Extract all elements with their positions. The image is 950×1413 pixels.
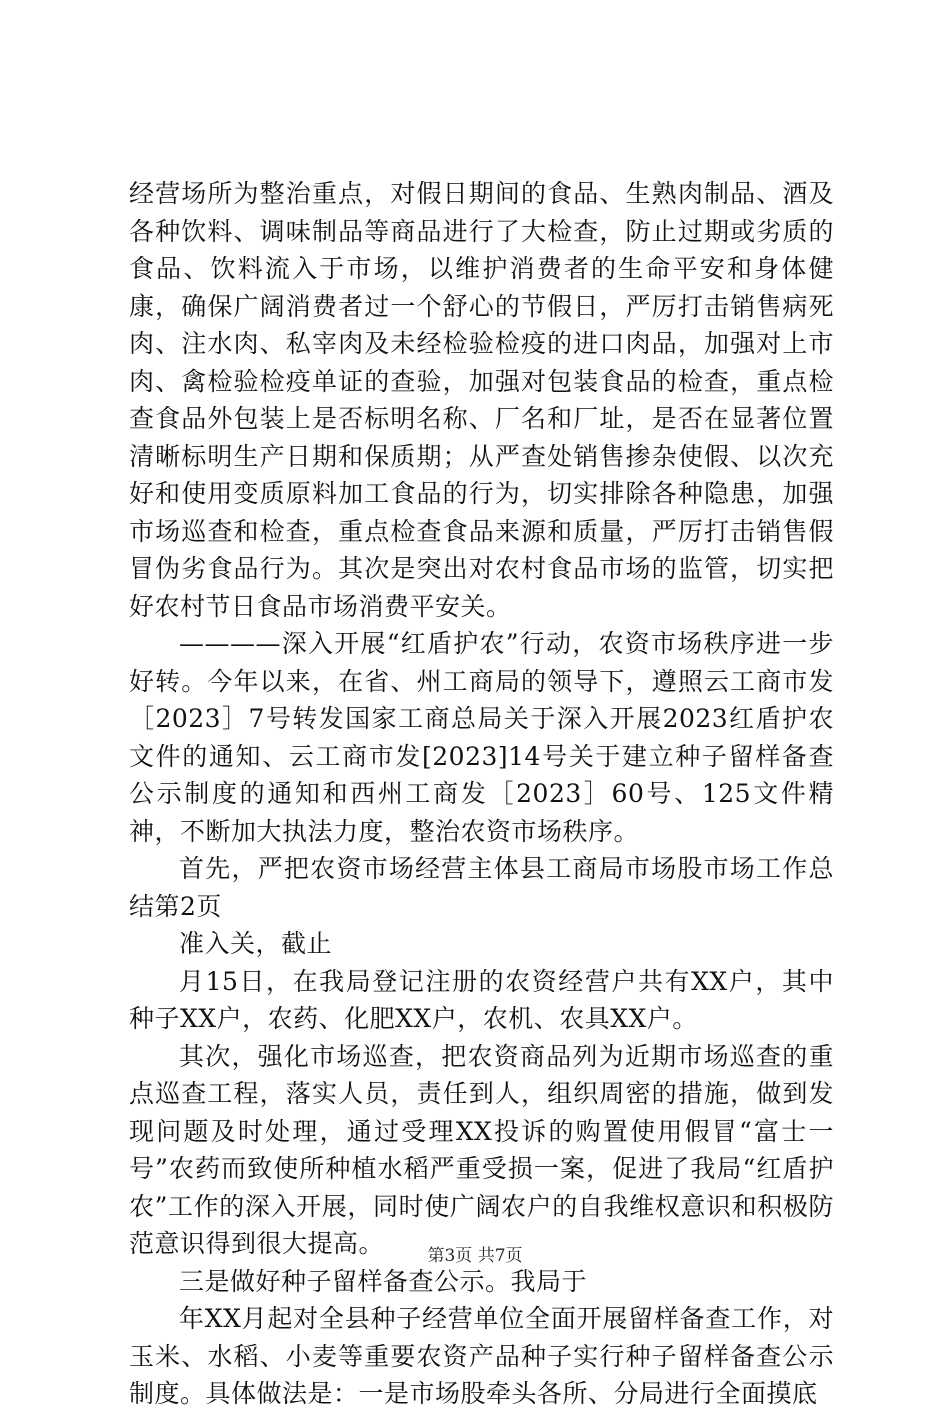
page-number-footer: 第3页 共7页 — [427, 1246, 523, 1266]
paragraph-8: 年XX月起对全县种子经营单位全面开展留样备查工作，对玉米、水稻、小麦等重要农资产品种子实行种子留样备查公示制度。具体做法是：一是市场股牵头各所、分局进行全面摸底 — [129, 1304, 834, 1408]
document-body — [129, 175, 834, 1413]
paragraph-2: ————深入开展“红盾护农”行动，农资市场秩序进一步好转。今年以来，在省、州工商局的领导下，遵照云工商市发［2023］7号转发国家工商总局关于深入开展2023红盾护农文件的通知、云工商市发[2023]14号关于建立种子留样备查公示制度的通知和西州工商发［2023］60号、125文件精神，不断加大执法力度，整治农资市场秩序。 — [129, 629, 834, 846]
paragraph-1: 经营场所为整治重点，对假日期间的食品、生熟肉制品、酒及各种饮料、调味制品等商品进行了大检查，防止过期或劣质的食品、饮料流入于市场，以维护消费者的生命平安和身体健康，确保广阔消费者过一个舒心的节假日，严厉打击销售病死肉、注水肉、私宰肉及未经检验检疫的进口肉品，加强对上市肉、禽检验检疫单证的查验，加强对包装食品的检查，重点检查食品外包装上是否标明名称、厂名和厂址，是否在显著位置清晰标明生产日期和保质期；从严查处销售掺杂使假、以次充好和使用变质原料加工食品的行为，切实排除各种隐患，加强市场巡查和检查，重点检查食品来源和质量，严厉打击销售假冒伪劣食品行为。其次是突出对农村食品市场的监管，切实把好农村节日食品市场消费平安关。 — [129, 179, 834, 621]
paragraph-3: 首先，严把农资市场经营主体县工商局市场股市场工作总结第2页 — [129, 854, 834, 921]
paragraph-5: 月15日，在我局登记注册的农资经营户共有XX户，其中种子XX户，农药、化肥XX户，农机、农具XX户。 — [129, 966, 834, 1033]
paragraph-7: 三是做好种子留样备查公示。我局于 — [179, 1266, 588, 1296]
paragraph-4: 准入关，截止 — [179, 929, 333, 958]
paragraph-6: 其次，强化市场巡查，把农资商品列为近期市场巡查的重点巡查工程，落实人员，责任到人，组织周密的措施，做到发现问题及时处理，通过受理XX投诉的购置使用假冒“富士一号”农药而致使所种植水稻严重受损一案，促进了我局“红盾护农”工作的深入开展，同时使广阔农户的自我维权意识和积极防范意识得到很大提高。 — [129, 1041, 834, 1258]
